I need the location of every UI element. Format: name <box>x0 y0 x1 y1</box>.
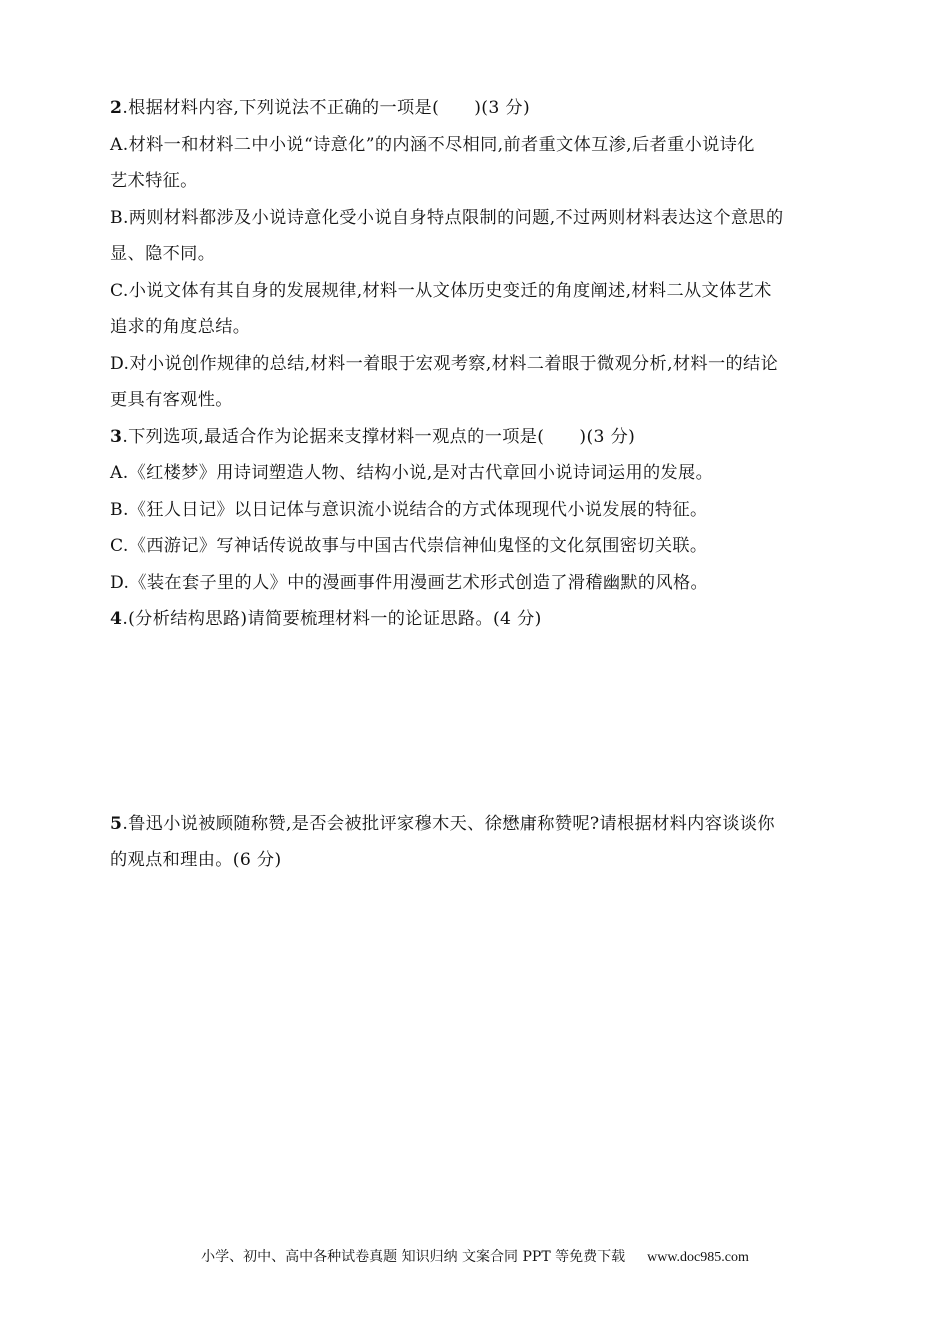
question-2-option-a-line-2: 艺术特征。 <box>110 171 198 191</box>
question-5-stem-text: .鲁迅小说被顾随称赞,是否会被批评家穆木天、徐懋庸称赞呢?请根据材料内容谈谈你 <box>122 813 775 834</box>
question-3-option-d: D.《装在套子里的人》中的漫画事件用漫画艺术形式创造了滑稽幽默的风格。 <box>110 572 709 593</box>
question-3-stem <box>110 419 842 456</box>
question-3-option-b: B.《狂人日记》以日记体与意识流小说结合的方式体现现代小说发展的特征。 <box>110 499 708 520</box>
question-4-stem-text: .(分析结构思路)请简要梳理材料一的论证思路。(4 分) <box>122 609 542 629</box>
question-2-option-d-line-1: D.对小说创作规律的总结,材料一着眼于宏观考察,材料二着眼于微观分析,材料一的结论 <box>110 353 779 374</box>
question-2-stem <box>110 90 842 127</box>
page-footer <box>0 1247 950 1268</box>
question-3-option-c: C.《西游记》写神话传说故事与中国古代崇信神仙鬼怪的文化氛围密切关联。 <box>110 536 708 556</box>
question-5-number: 5 <box>110 813 123 834</box>
question-2-stem-text: .根据材料内容,下列说法不正确的一项是( )(3 分) <box>122 98 531 118</box>
question-2-option-c-line-1: C.小说文体有其自身的发展规律,材料一从文体历史变迁的角度阐述,材料二从文体艺术 <box>110 280 772 301</box>
question-2-option-a-line-1: A.材料一和材料二中小说“诗意化”的内涵不尽相同,前者重文体互渗,后者重小说诗化 <box>110 134 755 155</box>
question-3-number: 3 <box>110 426 123 447</box>
footer-text: 小学、初中、高中各种试卷真题 知识归纳 文案合同 PPT 等免费下载 <box>201 1249 626 1265</box>
question-4-number: 4 <box>110 609 123 629</box>
question-5-stem-line-1 <box>110 806 842 843</box>
question-2-option-c-line-2: 追求的角度总结。 <box>110 317 251 337</box>
question-2-option-b-line-2: 显、隐不同。 <box>110 244 216 264</box>
footer-site: www.doc985.com <box>647 1250 749 1265</box>
question-3-option-a: A.《红楼梦》用诗词塑造人物、结构小说,是对古代章回小说诗词运用的发展。 <box>110 463 714 483</box>
question-5-stem-line-2: 的观点和理由。(6 分) <box>110 850 282 870</box>
question-2-option-d-line-2: 更具有客观性。 <box>110 390 233 410</box>
question-2-number: 2 <box>110 98 123 118</box>
question-content <box>110 90 842 879</box>
question-4-answer-space <box>110 638 842 806</box>
question-4-stem <box>110 601 842 638</box>
question-3-stem-text: .下列选项,最适合作为论据来支撑材料一观点的一项是( )(3 分) <box>122 426 636 447</box>
question-2-option-b-line-1: B.两则材料都涉及小说诗意化受小说自身特点限制的问题,不过两则材料表达这个意思的 <box>110 207 784 228</box>
